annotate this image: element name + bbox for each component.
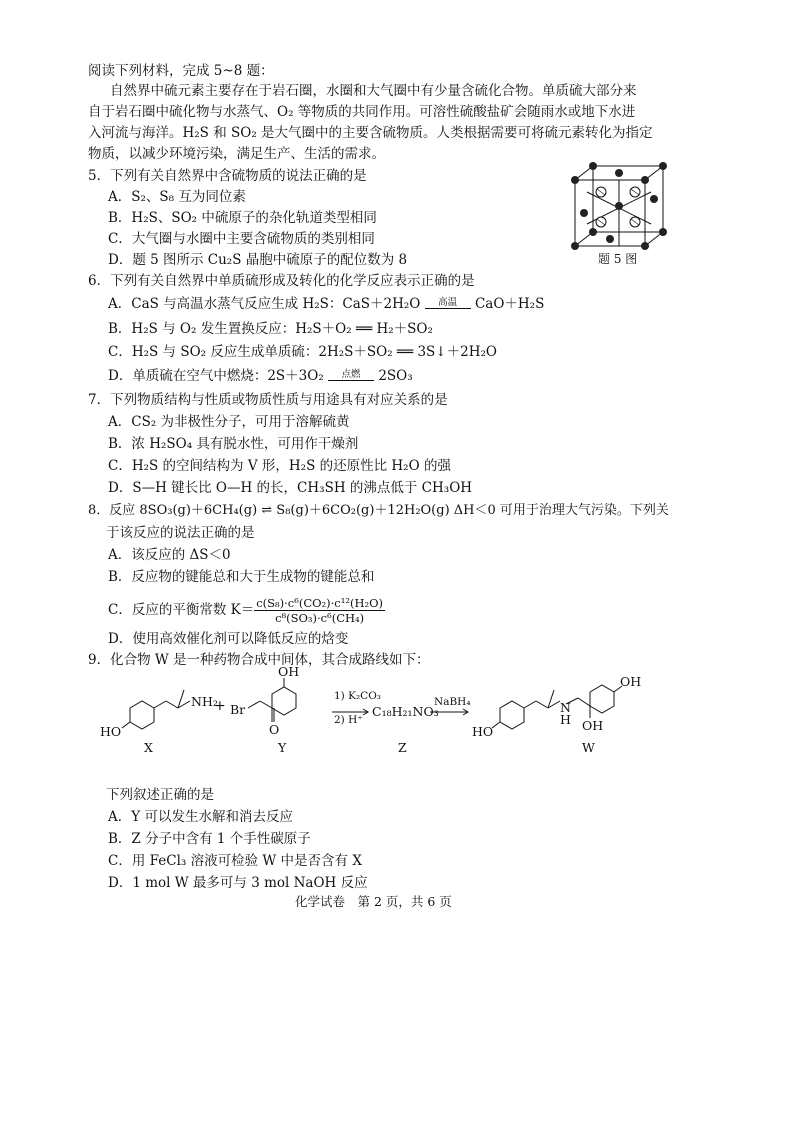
q9-option-c: C．用 FeCl₃ 溶液可检验 W 中是否含有 X xyxy=(108,853,362,869)
q6-option-a xyxy=(108,295,544,313)
q5-option-c: C．大气圈与水圈中主要含硫物质的类别相同 xyxy=(108,231,375,247)
x-ho-group: HO xyxy=(100,724,122,739)
q7-option-b: B．浓 H₂SO₄ 具有脱水性，可用作干燥剂 xyxy=(108,436,359,452)
x-nh2-group: NH₂ xyxy=(191,694,218,709)
q6-d-products: 2SO₃ xyxy=(378,368,413,384)
y-br-atom: Br xyxy=(230,702,246,717)
reagent-acid: 2) H⁺ xyxy=(334,714,363,726)
w-n-atom: N xyxy=(560,700,571,715)
y-carbonyl-o: O xyxy=(269,722,280,737)
w-phenol-oh: OH xyxy=(620,674,642,689)
material-line-2: 自于岩石圈中硫化物与水蒸气、O₂ 等物质的共同作用。可溶性硫酸盐矿会随雨水或地下水进 xyxy=(88,104,636,120)
q9-option-a: A．Y 可以发生水解和消去反应 xyxy=(108,809,293,825)
plus-sign: + xyxy=(214,698,226,714)
q9-option-d: D．1 mol W 最多可与 3 mol NaOH 反应 xyxy=(108,875,368,891)
q8-option-a: A．该反应的 ΔS＜0 xyxy=(108,547,231,563)
q7-stem: 7．下列物质结构与性质或物质性质与用途具有对应关系的是 xyxy=(88,392,448,408)
q6-a-products: CaO＋H₂S xyxy=(474,296,545,312)
q6-stem: 6．下列有关自然界中单质硫形成及转化的化学反应表示正确的是 xyxy=(88,273,475,289)
w-ho-group: HO xyxy=(472,724,494,739)
intro: 阅读下列材料，完成 5~8 题： xyxy=(88,63,274,79)
q5-option-b: B．H₂S、SO₂ 中硫原子的杂化轨道类型相同 xyxy=(108,210,377,226)
q6-a-reactants: A．CaS 与高温水蒸气反应生成 H₂S：CaS＋2H₂O xyxy=(108,296,421,312)
q8-option-b: B．反应物的键能总和大于生成物的键能总和 xyxy=(108,569,375,585)
cu2s-unit-cell-figure xyxy=(565,162,675,250)
y-oh-group: OH xyxy=(278,664,300,679)
compound-w-label: W xyxy=(582,740,595,755)
q7-option-d: D．S—H 键长比 O—H 的长，CH₃SH 的沸点低于 CH₃OH xyxy=(108,480,473,496)
condition-high-temp xyxy=(425,298,471,311)
q7-option-c: C．H₂S 的空间结构为 V 形，H₂S 的还原性比 H₂O 的强 xyxy=(108,458,451,474)
q8-stem-line-2: 于该反应的说法正确的是 xyxy=(106,525,255,541)
q8-option-d: D．使用高效催化剂可以降低反应的焓变 xyxy=(108,631,349,647)
q8-stem-line-1: 8．反应 8SO₃(g)＋6CH₄(g) ⇌ S₈(g)＋6CO₂(g)＋12H₂O(g) ΔH＜0 可用于治理大气污染。下列关 xyxy=(88,503,669,518)
figure-5-label: 题 5 图 xyxy=(598,252,638,266)
q5-option-d: D．题 5 图所示 Cu₂S 晶胞中硫原子的配位数为 8 xyxy=(108,252,408,268)
q6-option-b: B．H₂S 与 O₂ 发生置换反应：H₂S＋O₂ ══ H₂＋SO₂ xyxy=(108,321,433,337)
q9-lead: 下列叙述正确的是 xyxy=(106,787,214,803)
page-footer: 化学试卷 第 2 页，共 6 页 xyxy=(295,894,452,909)
q9-stem: 9．化合物 W 是一种药物合成中间体，其合成路线如下： xyxy=(88,652,430,668)
condition-ignite xyxy=(328,370,374,383)
material-line-4: 物质，以减少环境污染，满足生产、生活的需求。 xyxy=(88,146,385,162)
reagent-nabh4: NaBH₄ xyxy=(434,696,471,708)
q5-stem: 5．下列有关自然界中含硫物质的说法正确的是 xyxy=(88,168,367,184)
q8-c-prefix: C．反应的平衡常数 K＝ xyxy=(108,602,255,618)
q9-option-b: B．Z 分子中含有 1 个手性碳原子 xyxy=(108,831,311,847)
synthesis-route xyxy=(100,664,700,763)
reagent-k2co3: 1) K₂CO₃ xyxy=(334,690,382,702)
q7-option-a: A．CS₂ 为非极性分子，可用于溶解硫黄 xyxy=(108,414,350,430)
compound-x-label: X xyxy=(144,740,153,755)
material-line-3: 入河流与海洋。H₂S 和 SO₂ 是大气圈中的主要含硫物质。人类根据需要可将硫元素转化为指定 xyxy=(88,125,653,141)
fraction-numerator: c(S₈)·c⁶(CO₂)·c¹²(H₂O) xyxy=(256,596,383,610)
compound-z-label: Z xyxy=(398,740,407,755)
material-line-1: 自然界中硫元素主要存在于岩石圈，水圈和大气圈中有少量含硫化合物。单质硫大部分来 xyxy=(110,83,637,99)
fraction-denominator: c⁸(SO₃)·c⁶(CH₄) xyxy=(275,611,365,625)
w-oh-group: OH xyxy=(582,718,604,733)
w-h-atom: H xyxy=(560,712,571,727)
q6-d-reactants: D．单质硫在空气中燃烧：2S＋3O₂ xyxy=(108,368,324,384)
q8-option-c xyxy=(108,594,385,626)
compound-z-formula: C₁₈H₂₁NO₃ xyxy=(372,704,439,719)
condition-text: 高温 xyxy=(438,297,458,308)
q5-option-a: A．S₂、S₈ 互为同位素 xyxy=(108,189,246,205)
condition-text: 点燃 xyxy=(341,369,361,380)
q6-option-d xyxy=(108,367,413,385)
compound-y-label: Y xyxy=(278,740,287,755)
equilibrium-constant-fraction xyxy=(254,596,385,625)
q6-option-c: C．H₂S 与 SO₂ 反应生成单质硫：2H₂S＋SO₂ ══ 3S↓＋2H₂O xyxy=(108,344,497,360)
